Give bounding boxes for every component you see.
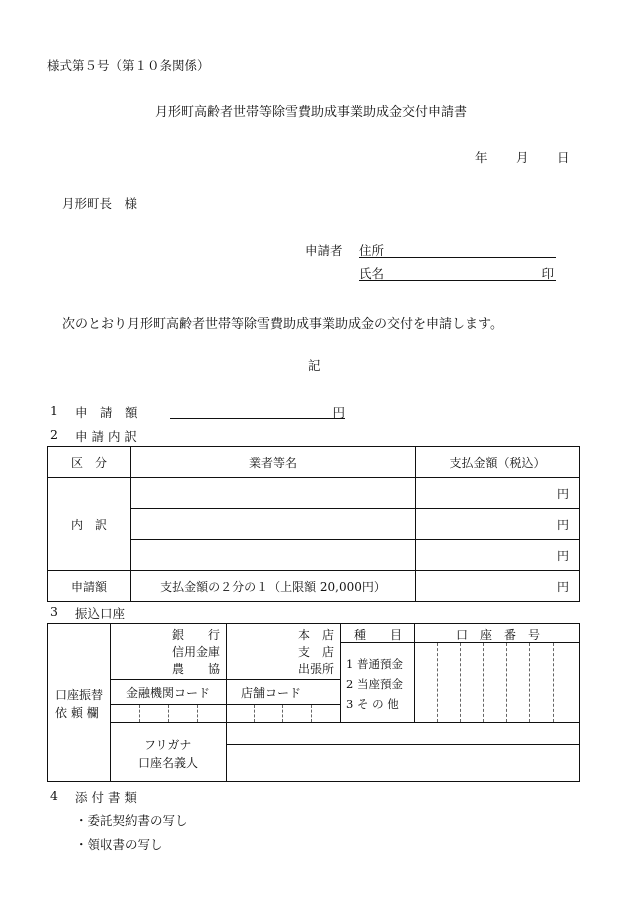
attachment-item-1: ・委託契約書の写し	[75, 813, 188, 828]
date-month: 月	[516, 150, 529, 165]
vendor-cell-2[interactable]	[131, 509, 416, 540]
applicant-label: 申請者	[305, 243, 343, 258]
header-vendor: 業者等名	[131, 447, 416, 478]
application-statement: 次のとおり月形町高齢者世帯等除雪費助成事業助成金の交付を申請します。	[62, 317, 503, 332]
branch-code-label: 店舗コード	[241, 686, 302, 700]
breakdown-label: 内 訳	[48, 478, 131, 571]
bank-type-nokyo: 農 協	[172, 662, 221, 676]
bank-code-label: 金融機関コード	[126, 686, 211, 700]
vendor-cell-1[interactable]	[131, 478, 416, 509]
addressee: 月形町長 様	[62, 196, 138, 211]
request-amount-field[interactable]	[170, 403, 345, 419]
address-field[interactable]	[359, 241, 556, 258]
type-toza[interactable]: 2 当座預金	[346, 677, 403, 691]
furigana-label: フリガナ	[144, 738, 192, 752]
type-header: 種 目	[354, 628, 403, 642]
request-note: 支払金額の２分の１（上限額 20,000円）	[131, 571, 416, 602]
date-year: 年	[475, 150, 488, 165]
branch-type-branch: 支 店	[298, 645, 335, 659]
section2-number: 2	[50, 427, 58, 442]
bank-account-box	[47, 623, 580, 782]
name-label: 氏名	[359, 266, 385, 281]
side-label-1: 口座振替	[55, 688, 104, 702]
section1-label: 申 請 額	[75, 405, 138, 420]
amount-cell-2[interactable]: 円	[416, 509, 580, 540]
section1-unit: 円	[332, 405, 345, 420]
amount-cell-1[interactable]: 円	[416, 478, 580, 509]
branch-type-office: 出張所	[298, 662, 335, 676]
request-amount-cell[interactable]: 円	[416, 571, 580, 602]
section3-number: 3	[50, 604, 58, 619]
seal-mark: 印	[541, 266, 554, 281]
section4-label: 添 付 書 類	[75, 790, 137, 805]
address-label: 住所	[359, 243, 385, 258]
type-futsu[interactable]: 1 普通預金	[346, 657, 403, 671]
section4-number: 4	[50, 788, 58, 803]
section3-label: 振込口座	[75, 606, 126, 621]
header-amount: 支払金額（税込）	[416, 447, 580, 478]
ki-heading: 記	[308, 358, 321, 373]
vendor-cell-3[interactable]	[131, 540, 416, 571]
date-day: 日	[557, 150, 570, 165]
type-other[interactable]: 3 そ の 他	[346, 697, 399, 711]
document-title: 月形町高齢者世帯等除雪費助成事業助成金交付申請書	[155, 105, 468, 120]
account-holder-label: 口座名義人	[138, 756, 199, 770]
header-category: 区 分	[48, 447, 131, 478]
breakdown-table	[47, 446, 580, 602]
section2-label: 申 請 内 訳	[75, 429, 137, 444]
attachment-item-2: ・領収書の写し	[75, 837, 163, 852]
request-label: 申請額	[48, 571, 131, 602]
side-label-2: 依 頼 欄	[55, 706, 99, 720]
bank-type-bank: 銀 行	[172, 628, 221, 642]
account-number-header: 口 座 番 号	[456, 628, 541, 642]
amount-cell-3[interactable]: 円	[416, 540, 580, 571]
branch-type-main: 本 店	[298, 628, 335, 642]
bank-type-shinkin: 信用金庫	[172, 645, 221, 659]
section1-number: 1	[50, 403, 58, 418]
name-field[interactable]	[359, 264, 556, 281]
form-number: 様式第５号（第１０条関係）	[47, 58, 210, 73]
